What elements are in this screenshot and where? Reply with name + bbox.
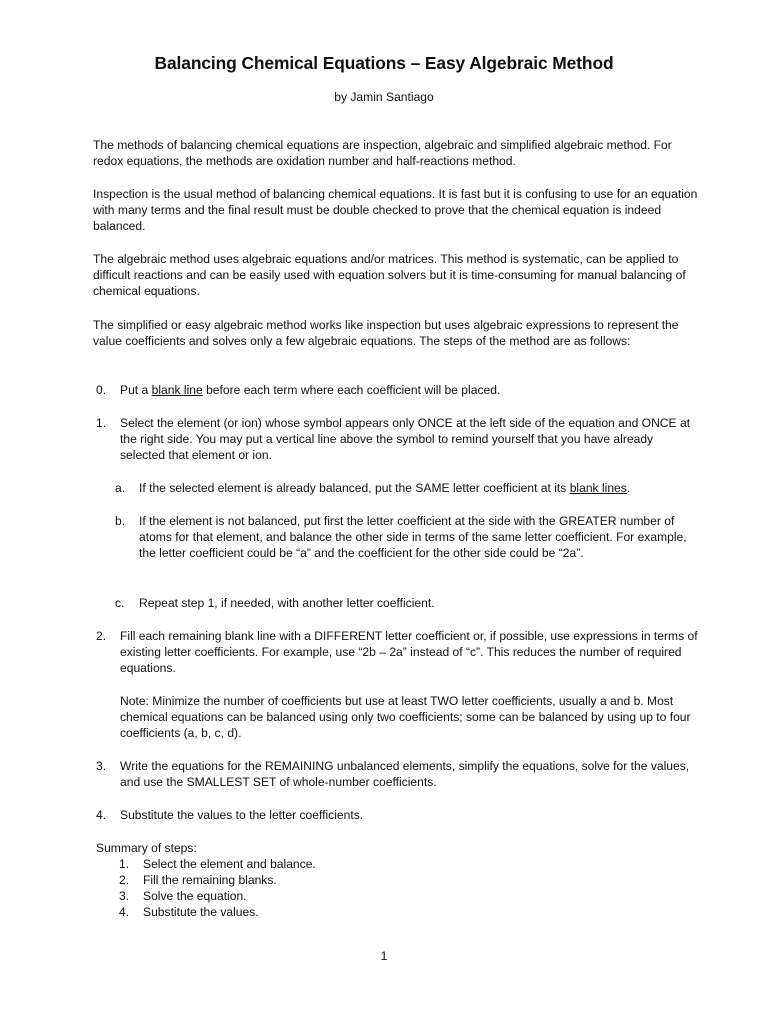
substep-text-part: If the selected element is already balanced, put the SAME letter coefficient at its xyxy=(139,481,570,495)
document-title: Balancing Chemical Equations – Easy Algebraic Method xyxy=(154,53,614,73)
step-number: 3. xyxy=(96,759,107,773)
summary-heading: Summary of steps: xyxy=(96,841,197,855)
underlined-term: blank lines xyxy=(569,481,627,495)
substep-text xyxy=(139,480,705,496)
step-number: 0. xyxy=(96,383,107,397)
step-text: Select the element (or ion) whose symbol appears only ONCE at the left side of the equation and ONCE at the right side. You may put a vertical line above the symbol to remind yourself that you have already selected that element or ion. xyxy=(120,416,691,463)
substep-text-part: . xyxy=(626,481,631,495)
step-text xyxy=(120,382,700,398)
summary-item-text: Select the element and balance. xyxy=(143,857,316,871)
summary-item-text: Substitute the values. xyxy=(143,905,259,919)
step-number: 2. xyxy=(96,629,107,643)
substep-letter: c. xyxy=(115,596,125,610)
document-author: by Jamin Santiago xyxy=(334,90,434,104)
step-text: Write the equations for the REMAINING unbalanced elements, simplify the equations, solve for the values, and use the SMALLEST SET of whole-number coefficients. xyxy=(120,759,690,790)
substep-text: If the element is not balanced, put first the letter coefficient at the side with the GREATER number of atoms for that element, and balance the other side in terms of the same letter coefficient. For example, the letter coefficient could be “a” and the coefficient for the other side could be “2a”. xyxy=(139,514,687,561)
step-text: Substitute the values to the letter coefficients. xyxy=(120,808,364,822)
step-text-part: before each term where each coefficient will be placed. xyxy=(202,383,501,397)
step-number: 4. xyxy=(96,808,107,822)
summary-item-text: Solve the equation. xyxy=(143,889,247,903)
step-text-part: Put a xyxy=(120,383,152,397)
substep-text: Repeat step 1, if needed, with another letter coefficient. xyxy=(139,596,435,610)
page-number: 1 xyxy=(380,949,388,963)
substep-letter: a. xyxy=(115,481,126,495)
summary-item-number: 2. xyxy=(119,873,130,887)
summary-item-number: 4. xyxy=(119,905,130,919)
underlined-term: blank line xyxy=(151,383,203,397)
step-note: Note: Minimize the number of coefficients but use at least TWO letter coefficients, usually a and b. Most chemical equations can be balanced using only two coefficients; some can be balanced by using up to four coefficients (a, b, c, d). xyxy=(120,694,691,741)
algebraic-paragraph: The algebraic method uses algebraic equations and/or matrices. This method is systematic, can be applied to difficult reactions and can be easily used with equation solvers but it is time-consuming for manual balancing of chemical equations. xyxy=(93,252,686,299)
step-number: 1. xyxy=(96,416,107,430)
substep-letter: b. xyxy=(115,514,126,528)
simplified-paragraph: The simplified or easy algebraic method works like inspection but uses algebraic expressions to represent the value coefficients and solves only a few algebraic equations. The steps of the method are as follows: xyxy=(93,318,679,349)
step-text: Fill each remaining blank line with a DIFFERENT letter coefficient or, if possible, use expressions in terms of existing letter coefficients. For example, use “2b – 2a” instead of “c”. This reduces the number of required equations. xyxy=(120,629,698,676)
summary-item-number: 3. xyxy=(119,889,130,903)
summary-item-text: Fill the remaining blanks. xyxy=(143,873,277,887)
summary-item-number: 1. xyxy=(119,857,130,871)
inspection-paragraph: Inspection is the usual method of balancing chemical equations. It is fast but it is confusing to use for an equation with many terms and the final result must be double checked to prove that the chemical equation is indeed balanced. xyxy=(93,187,698,234)
intro-paragraph: The methods of balancing chemical equations are inspection, algebraic and simplified algebraic method. For redox equations, the methods are oxidation number and half-reactions method. xyxy=(93,138,672,169)
